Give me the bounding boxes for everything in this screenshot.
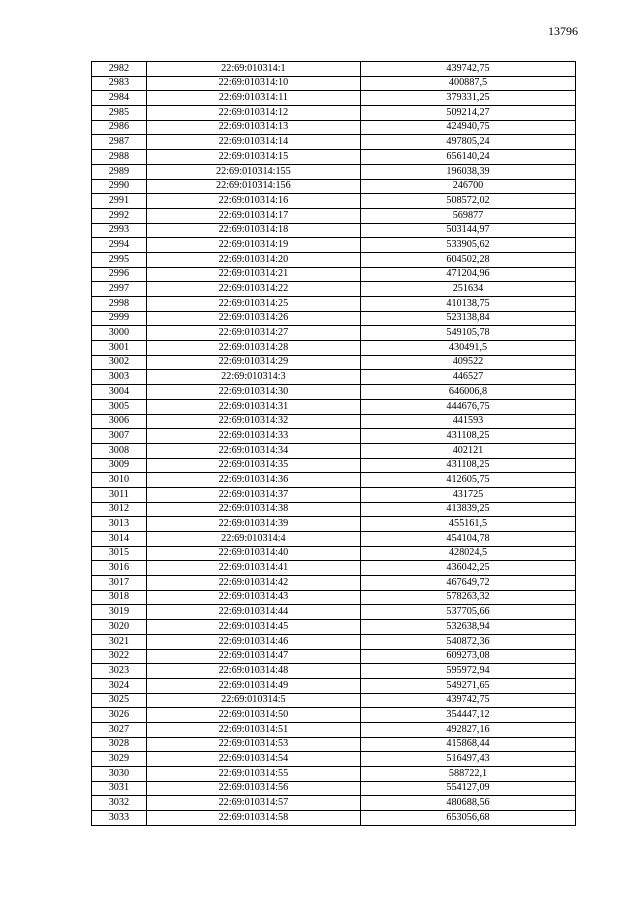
cadastral-value-cell: 523138,84 xyxy=(360,311,575,326)
cadastral-value-cell: 595972,94 xyxy=(360,664,575,679)
table-row xyxy=(92,135,576,150)
row-number-cell: 3020 xyxy=(92,620,147,635)
row-number-cell: 3028 xyxy=(92,737,147,752)
cadastral-number-cell: 22:69:010314:19 xyxy=(146,238,360,253)
cadastral-number-cell: 22:69:010314:13 xyxy=(146,120,360,135)
row-number-cell: 2999 xyxy=(92,311,147,326)
cadastral-value-cell: 588722,1 xyxy=(360,767,575,782)
row-number-cell: 2996 xyxy=(92,267,147,282)
row-number-cell: 3022 xyxy=(92,649,147,664)
cadastral-value-cell: 444676,75 xyxy=(360,399,575,414)
row-number-cell: 3010 xyxy=(92,473,147,488)
cadastral-number-cell: 22:69:010314:30 xyxy=(146,385,360,400)
cadastral-number-cell: 22:69:010314:15 xyxy=(146,150,360,165)
row-number-cell: 3019 xyxy=(92,605,147,620)
row-number-cell: 2997 xyxy=(92,282,147,297)
cadastral-number-cell: 22:69:010314:49 xyxy=(146,678,360,693)
row-number-cell: 2993 xyxy=(92,223,147,238)
table-row xyxy=(92,120,576,135)
cadastral-number-cell: 22:69:010314:58 xyxy=(146,811,360,826)
table-row xyxy=(92,223,576,238)
table-row xyxy=(92,150,576,165)
row-number-cell: 3025 xyxy=(92,693,147,708)
table-row xyxy=(92,708,576,723)
cadastral-number-cell: 22:69:010314:37 xyxy=(146,487,360,502)
cadastral-value-cell: 532638,94 xyxy=(360,620,575,635)
cadastral-value-cell: 492827,16 xyxy=(360,722,575,737)
cadastral-number-cell: 22:69:010314:40 xyxy=(146,546,360,561)
page-number: 13796 xyxy=(548,24,578,38)
table-row xyxy=(92,752,576,767)
table-row xyxy=(92,561,576,576)
cadastral-value-cell: 646006,8 xyxy=(360,385,575,400)
cadastral-number-cell: 22:69:010314:34 xyxy=(146,443,360,458)
cadastral-number-cell: 22:69:010314:28 xyxy=(146,341,360,356)
cadastral-value-cell: 554127,09 xyxy=(360,781,575,796)
row-number-cell: 3027 xyxy=(92,722,147,737)
row-number-cell: 3016 xyxy=(92,561,147,576)
cadastral-value-cell: 441593 xyxy=(360,414,575,429)
table-row xyxy=(92,399,576,414)
cadastral-value-cell: 436042,25 xyxy=(360,561,575,576)
row-number-cell: 2992 xyxy=(92,208,147,223)
cadastral-number-cell: 22:69:010314:44 xyxy=(146,605,360,620)
cadastral-number-cell: 22:69:010314:22 xyxy=(146,282,360,297)
cadastral-number-cell: 22:69:010314:12 xyxy=(146,106,360,121)
table-row xyxy=(92,693,576,708)
cadastral-value-cell: 604502,28 xyxy=(360,252,575,267)
table-row xyxy=(92,385,576,400)
cadastral-value-cell: 609273,08 xyxy=(360,649,575,664)
row-number-cell: 2990 xyxy=(92,179,147,194)
row-number-cell: 3017 xyxy=(92,576,147,591)
row-number-cell: 2994 xyxy=(92,238,147,253)
row-number-cell: 2991 xyxy=(92,194,147,209)
cadastral-number-cell: 22:69:010314:26 xyxy=(146,311,360,326)
row-number-cell: 3030 xyxy=(92,767,147,782)
table-row xyxy=(92,458,576,473)
table-row xyxy=(92,311,576,326)
table-row xyxy=(92,443,576,458)
table-row xyxy=(92,429,576,444)
row-number-cell: 2988 xyxy=(92,150,147,165)
row-number-cell: 3024 xyxy=(92,678,147,693)
table-row xyxy=(92,664,576,679)
cadastral-number-cell: 22:69:010314:57 xyxy=(146,796,360,811)
table-row xyxy=(92,649,576,664)
table-row xyxy=(92,267,576,282)
row-number-cell: 3007 xyxy=(92,429,147,444)
cadastral-value-cell: 439742,75 xyxy=(360,693,575,708)
table-row xyxy=(92,106,576,121)
row-number-cell: 3011 xyxy=(92,487,147,502)
cadastral-number-cell: 22:69:010314:45 xyxy=(146,620,360,635)
table-row xyxy=(92,605,576,620)
cadastral-value-cell: 431108,25 xyxy=(360,458,575,473)
table-row xyxy=(92,164,576,179)
cadastral-value-cell: 412605,75 xyxy=(360,473,575,488)
cadastral-number-cell: 22:69:010314:42 xyxy=(146,576,360,591)
cadastral-value-cell: 454104,78 xyxy=(360,532,575,547)
cadastral-number-cell: 22:69:010314:31 xyxy=(146,399,360,414)
row-number-cell: 3012 xyxy=(92,502,147,517)
row-number-cell: 3021 xyxy=(92,634,147,649)
cadastral-value-cell: 516497,43 xyxy=(360,752,575,767)
row-number-cell: 3000 xyxy=(92,326,147,341)
row-number-cell: 3003 xyxy=(92,370,147,385)
table-row xyxy=(92,517,576,532)
row-number-cell: 2986 xyxy=(92,120,147,135)
row-number-cell: 2983 xyxy=(92,76,147,91)
table-row xyxy=(92,252,576,267)
cadastral-number-cell: 22:69:010314:50 xyxy=(146,708,360,723)
cadastral-value-cell: 246700 xyxy=(360,179,575,194)
cadastral-value-cell: 537705,66 xyxy=(360,605,575,620)
table-row xyxy=(92,590,576,605)
row-number-cell: 3004 xyxy=(92,385,147,400)
table-row xyxy=(92,811,576,826)
cadastral-value-cell: 196038,39 xyxy=(360,164,575,179)
cadastral-number-cell: 22:69:010314:41 xyxy=(146,561,360,576)
cadastral-value-cell: 431108,25 xyxy=(360,429,575,444)
cadastral-number-cell: 22:69:010314:56 xyxy=(146,781,360,796)
table-row xyxy=(92,238,576,253)
table-row xyxy=(92,62,576,77)
cadastral-value-cell: 409522 xyxy=(360,355,575,370)
cadastral-value-cell: 467649,72 xyxy=(360,576,575,591)
cadastral-number-cell: 22:69:010314:46 xyxy=(146,634,360,649)
table-row xyxy=(92,91,576,106)
row-number-cell: 2984 xyxy=(92,91,147,106)
table-row xyxy=(92,678,576,693)
cadastral-value-cell: 508572,02 xyxy=(360,194,575,209)
cadastral-number-cell: 22:69:010314:43 xyxy=(146,590,360,605)
table-row xyxy=(92,620,576,635)
cadastral-number-cell: 22:69:010314:54 xyxy=(146,752,360,767)
cadastral-number-cell: 22:69:010314:155 xyxy=(146,164,360,179)
table-row xyxy=(92,576,576,591)
cadastral-value-cell: 540872,36 xyxy=(360,634,575,649)
cadastral-number-cell: 22:69:010314:53 xyxy=(146,737,360,752)
cadastral-number-cell: 22:69:010314:4 xyxy=(146,532,360,547)
cadastral-value-cell: 415868,44 xyxy=(360,737,575,752)
row-number-cell: 3015 xyxy=(92,546,147,561)
cadastral-number-cell: 22:69:010314:32 xyxy=(146,414,360,429)
table-row xyxy=(92,781,576,796)
cadastral-number-cell: 22:69:010314:21 xyxy=(146,267,360,282)
cadastral-number-cell: 22:69:010314:18 xyxy=(146,223,360,238)
cadastral-number-cell: 22:69:010314:39 xyxy=(146,517,360,532)
cadastral-number-cell: 22:69:010314:16 xyxy=(146,194,360,209)
table-row xyxy=(92,179,576,194)
cadastral-value-cell: 569877 xyxy=(360,208,575,223)
table-row xyxy=(92,208,576,223)
cadastral-value-table xyxy=(91,61,576,826)
table-row xyxy=(92,546,576,561)
cadastral-number-cell: 22:69:010314:3 xyxy=(146,370,360,385)
cadastral-value-cell: 455161,5 xyxy=(360,517,575,532)
row-number-cell: 3002 xyxy=(92,355,147,370)
row-number-cell: 2985 xyxy=(92,106,147,121)
cadastral-value-cell: 439742,75 xyxy=(360,62,575,77)
cadastral-number-cell: 22:69:010314:1 xyxy=(146,62,360,77)
cadastral-value-cell: 379331,25 xyxy=(360,91,575,106)
cadastral-value-cell: 251634 xyxy=(360,282,575,297)
row-number-cell: 3006 xyxy=(92,414,147,429)
cadastral-value-cell: 656140,24 xyxy=(360,150,575,165)
table-row xyxy=(92,767,576,782)
cadastral-number-cell: 22:69:010314:25 xyxy=(146,297,360,312)
table-row xyxy=(92,532,576,547)
cadastral-number-cell: 22:69:010314:14 xyxy=(146,135,360,150)
cadastral-number-cell: 22:69:010314:36 xyxy=(146,473,360,488)
cadastral-value-cell: 354447,12 xyxy=(360,708,575,723)
table-row xyxy=(92,414,576,429)
cadastral-number-cell: 22:69:010314:47 xyxy=(146,649,360,664)
cadastral-number-cell: 22:69:010314:5 xyxy=(146,693,360,708)
cadastral-value-cell: 446527 xyxy=(360,370,575,385)
table-row xyxy=(92,282,576,297)
cadastral-number-cell: 22:69:010314:55 xyxy=(146,767,360,782)
table-body xyxy=(92,62,576,826)
cadastral-value-cell: 431725 xyxy=(360,487,575,502)
cadastral-value-cell: 413839,25 xyxy=(360,502,575,517)
cadastral-number-cell: 22:69:010314:51 xyxy=(146,722,360,737)
cadastral-number-cell: 22:69:010314:38 xyxy=(146,502,360,517)
table-row xyxy=(92,370,576,385)
cadastral-number-cell: 22:69:010314:48 xyxy=(146,664,360,679)
cadastral-number-cell: 22:69:010314:10 xyxy=(146,76,360,91)
table-row xyxy=(92,722,576,737)
table-row xyxy=(92,737,576,752)
row-number-cell: 3001 xyxy=(92,341,147,356)
cadastral-number-cell: 22:69:010314:29 xyxy=(146,355,360,370)
table-row xyxy=(92,341,576,356)
cadastral-value-cell: 471204,96 xyxy=(360,267,575,282)
row-number-cell: 3029 xyxy=(92,752,147,767)
row-number-cell: 2998 xyxy=(92,297,147,312)
table-row xyxy=(92,796,576,811)
table-row xyxy=(92,502,576,517)
cadastral-value-cell: 428024,5 xyxy=(360,546,575,561)
row-number-cell: 3031 xyxy=(92,781,147,796)
row-number-cell: 3005 xyxy=(92,399,147,414)
row-number-cell: 2982 xyxy=(92,62,147,77)
cadastral-value-cell: 533905,62 xyxy=(360,238,575,253)
cadastral-value-cell: 549105,78 xyxy=(360,326,575,341)
cadastral-number-cell: 22:69:010314:35 xyxy=(146,458,360,473)
table-row xyxy=(92,76,576,91)
table-row xyxy=(92,355,576,370)
row-number-cell: 2989 xyxy=(92,164,147,179)
cadastral-value-cell: 430491,5 xyxy=(360,341,575,356)
cadastral-value-cell: 549271,65 xyxy=(360,678,575,693)
cadastral-value-cell: 497805,24 xyxy=(360,135,575,150)
cadastral-number-cell: 22:69:010314:17 xyxy=(146,208,360,223)
cadastral-number-cell: 22:69:010314:156 xyxy=(146,179,360,194)
cadastral-value-cell: 509214,27 xyxy=(360,106,575,121)
row-number-cell: 3026 xyxy=(92,708,147,723)
row-number-cell: 3009 xyxy=(92,458,147,473)
row-number-cell: 3023 xyxy=(92,664,147,679)
cadastral-value-cell: 424940,75 xyxy=(360,120,575,135)
table-row xyxy=(92,326,576,341)
row-number-cell: 3013 xyxy=(92,517,147,532)
cadastral-value-cell: 480688,56 xyxy=(360,796,575,811)
row-number-cell: 3032 xyxy=(92,796,147,811)
cadastral-number-cell: 22:69:010314:11 xyxy=(146,91,360,106)
row-number-cell: 3014 xyxy=(92,532,147,547)
row-number-cell: 3008 xyxy=(92,443,147,458)
row-number-cell: 2987 xyxy=(92,135,147,150)
table-row xyxy=(92,487,576,502)
cadastral-number-cell: 22:69:010314:33 xyxy=(146,429,360,444)
table-row xyxy=(92,297,576,312)
cadastral-number-cell: 22:69:010314:27 xyxy=(146,326,360,341)
cadastral-value-cell: 653056,68 xyxy=(360,811,575,826)
row-number-cell: 3018 xyxy=(92,590,147,605)
cadastral-value-cell: 503144,97 xyxy=(360,223,575,238)
table-row xyxy=(92,634,576,649)
row-number-cell: 3033 xyxy=(92,811,147,826)
cadastral-value-cell: 402121 xyxy=(360,443,575,458)
row-number-cell: 2995 xyxy=(92,252,147,267)
table-row xyxy=(92,473,576,488)
table-row xyxy=(92,194,576,209)
cadastral-value-cell: 410138,75 xyxy=(360,297,575,312)
cadastral-value-cell: 578263,32 xyxy=(360,590,575,605)
cadastral-number-cell: 22:69:010314:20 xyxy=(146,252,360,267)
cadastral-value-cell: 400887,5 xyxy=(360,76,575,91)
